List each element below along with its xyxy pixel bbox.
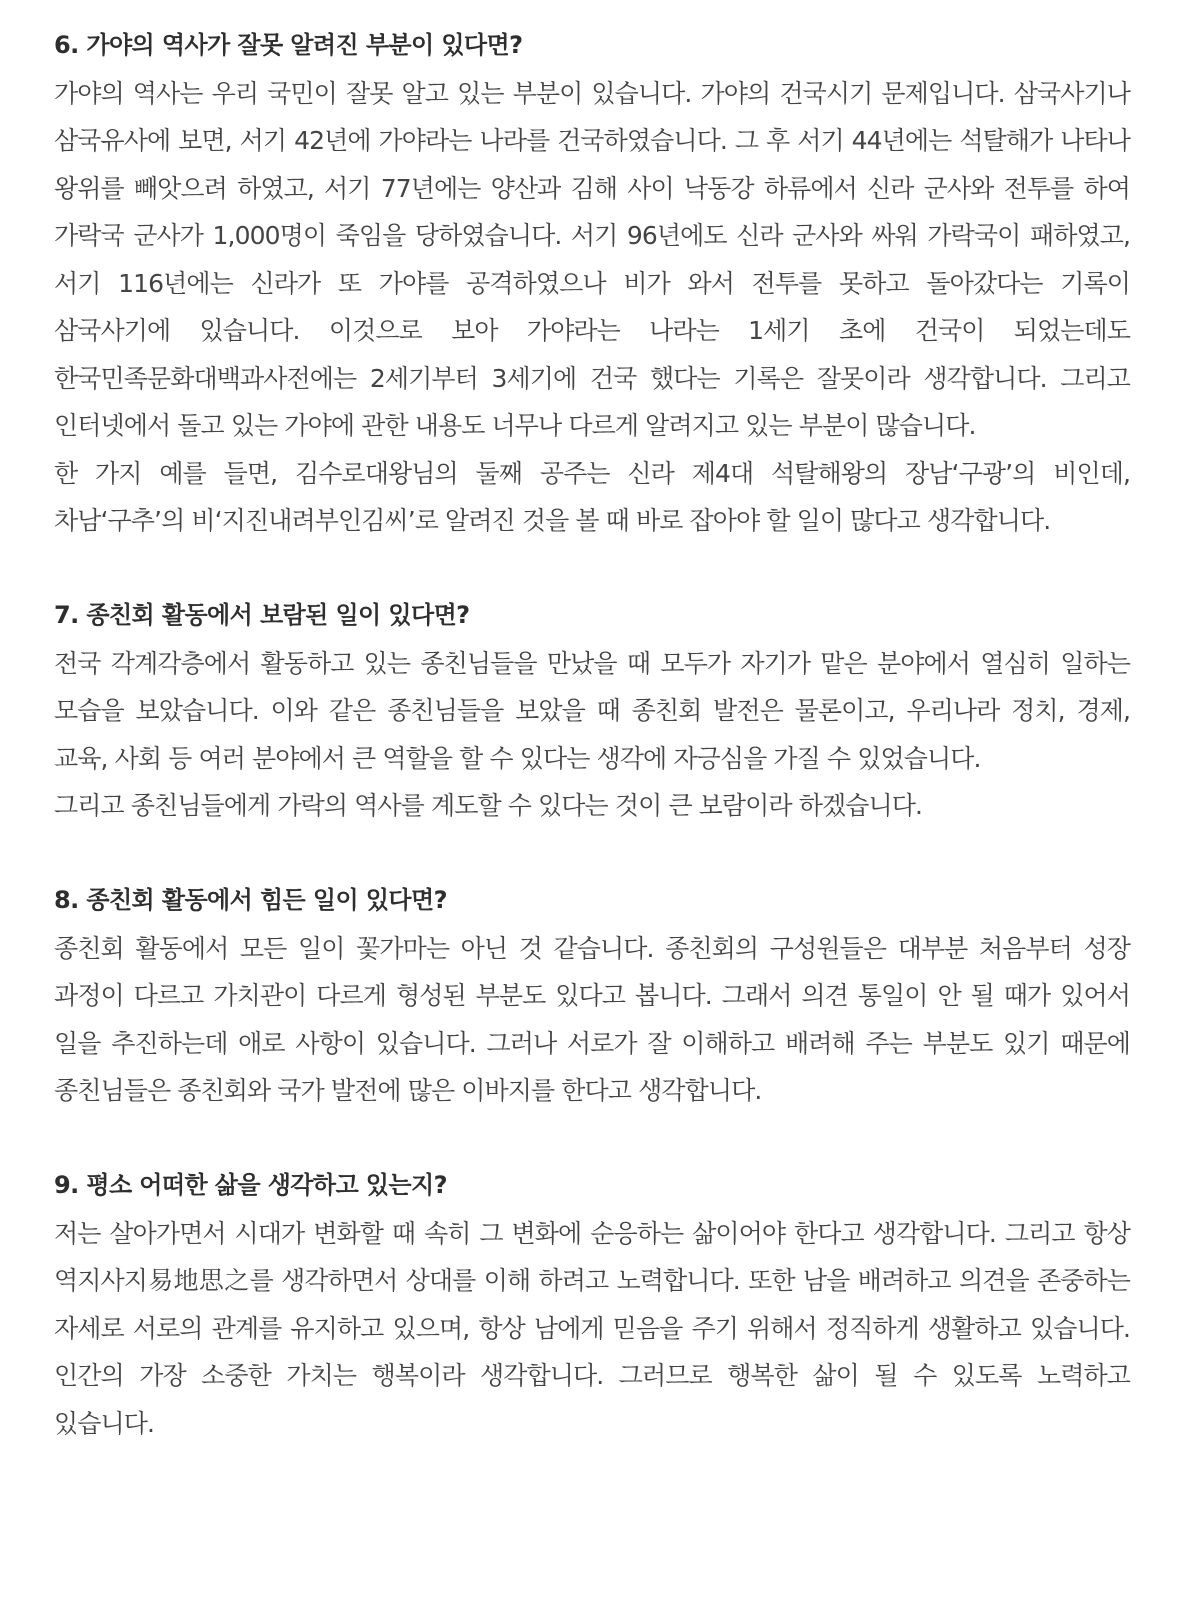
answer-paragraph: 그리고 종친님들에게 가락의 역사를 계도할 수 있다는 것이 큰 보람이라 하겠습니다. xyxy=(54,791,923,820)
answer-paragraph: 가야의 역사는 우리 국민이 잘못 알고 있는 부분이 있습니다. 가야의 건국시기 문제입니다. 삼국사기나 삼국유사에 보면, 서기 42년에 가야라는 나라를 건국하였습니다. 그 후 서기 44년에는 석탈해가 나타나 왕위를 빼앗으려 하였고, 서기 77년에는 양산과 김해 사이 낙동강 하류에서 신라 군사와 전투를 하여 가락국 군사가 1,000명이 죽임을 당하였습니다. 서기 96년에도 신라 군사와 싸워 가락국이 패하였고, 서기 116년에는 신라가 또 가야를 공격하였으나 비가 와서 전투를 못하고 돌아갔다는 기록이 삼국사기에 있습니다. 이것으로 보아 가야라는 나라는 1세기 초에 건국이 되었는데도 한국민족문화대백과사전에는 2세기부터 3세기에 건국 했다는 기록은 잘못이라 생각합니다. 그리고 인터넷에서 돌고 있는 가야에 관한 내용도 너무나 다르게 알려지고 있는 부분이 많습니다. xyxy=(54,78,1130,440)
answer-paragraph: 한 가지 예를 들면, 김수로대왕님의 둘째 공주는 신라 제4대 석탈해왕의 장남‘구광’의 비인데, 차남‘구추’의 비‘지진내려부인김씨’로 알려진 것을 볼 때 바로 잡아야 할 일이 많다고 생각합니다. xyxy=(54,458,1130,535)
question-section-6 xyxy=(54,22,1130,545)
question-heading: 7. 종친회 활동에서 보람된 일이 있다면? xyxy=(54,601,470,629)
question-heading: 9. 평소 어떠한 삶을 생각하고 있는지? xyxy=(54,1171,447,1199)
answer-paragraph: 저는 살아가면서 시대가 변화할 때 속히 그 변화에 순응하는 삶이어야 한다고 생각합니다. 그리고 항상 역지사지易地思之를 생각하면서 상대를 이해 하려고 노력합니다. 또한 남을 배려하고 의견을 존중하는 자세로 서로의 관계를 유지하고 있으며, 항상 남에게 믿음을 주기 위해서 정직하게 생활하고 있습니다. 인간의 가장 소중한 가치는 행복이라 생각합니다. 그러므로 행복한 삶이 될 수 있도록 노력하고 있습니다. xyxy=(54,1218,1130,1438)
question-heading: 6. 가야의 역사가 잘못 알려진 부분이 있다면? xyxy=(54,31,523,59)
question-section-8 xyxy=(54,877,1130,1115)
section-spacer xyxy=(54,1115,1130,1163)
question-section-9 xyxy=(54,1162,1130,1447)
question-section-7 xyxy=(54,592,1130,830)
question-heading: 8. 종친회 활동에서 힘든 일이 있다면? xyxy=(54,886,447,914)
answer-paragraph: 전국 각계각층에서 활동하고 있는 종친님들을 만났을 때 모두가 자기가 맡은 분야에서 열심히 일하는 모습을 보았습니다. 이와 같은 종친님들을 보았을 때 종친회 발전은 물론이고, 우리나라 정치, 경제, 교육, 사회 등 여러 분야에서 큰 역할을 할 수 있다는 생각에 자긍심을 가질 수 있었습니다. xyxy=(54,648,1130,773)
answer-paragraph: 종친회 활동에서 모든 일이 꽃가마는 아닌 것 같습니다. 종친회의 구성원들은 대부분 처음부터 성장 과정이 다르고 가치관이 다르게 형성된 부분도 있다고 봅니다. 그래서 의견 통일이 안 될 때가 있어서 일을 추진하는데 애로 사항이 있습니다. 그러나 서로가 잘 이해하고 배려해 주는 부분도 있기 때문에 종친님들은 종친회와 국가 발전에 많은 이바지를 한다고 생각합니다. xyxy=(54,933,1130,1105)
section-spacer xyxy=(54,830,1130,878)
section-spacer xyxy=(54,545,1130,593)
